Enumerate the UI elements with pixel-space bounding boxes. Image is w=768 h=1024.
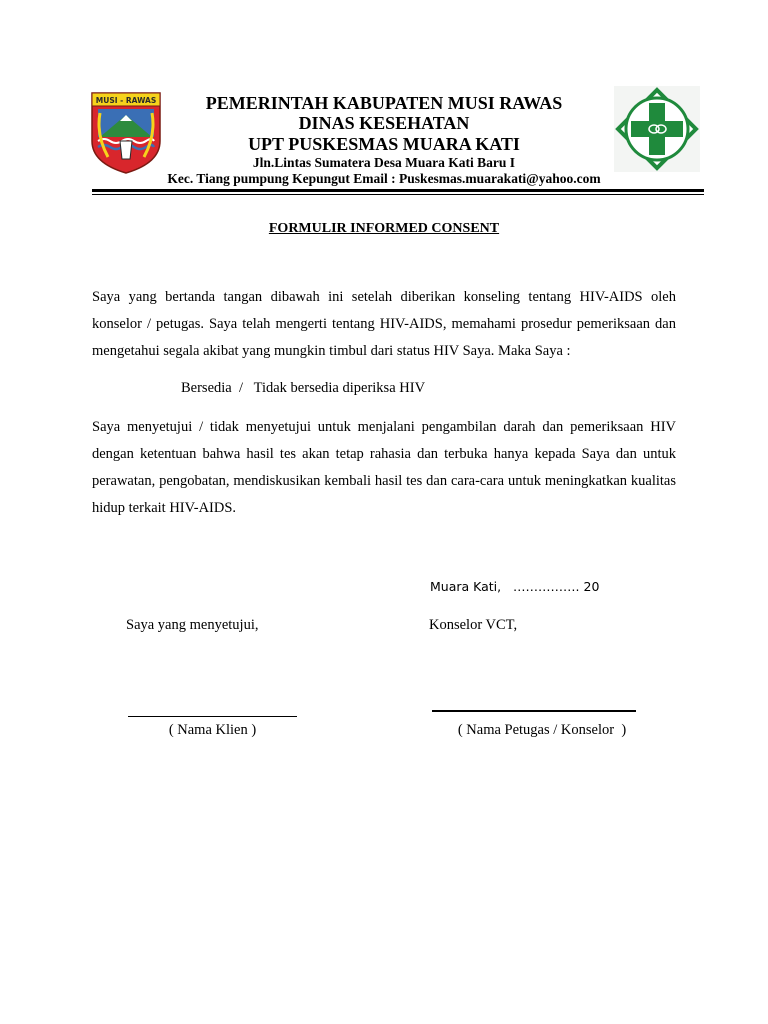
counselor-label: Konselor VCT, — [429, 617, 518, 633]
header-puskesmas-name: UPT PUSKESMAS MUARA KATI — [248, 134, 520, 154]
counselor-name-caption: ( Nama Petugas / Konselor ) — [457, 722, 627, 738]
client-name-caption: ( Nama Klien ) — [168, 722, 257, 738]
consenter-label: Saya yang menyetujui, — [126, 617, 259, 633]
consent-choice-line: Bersedia / Tidak bersedia diperiksa HIV — [181, 380, 426, 396]
emblem-banner-text: MUSI - RAWAS — [95, 96, 157, 105]
header-address: Jln.Lintas Sumatera Desa Muara Kati Baru I — [252, 155, 516, 170]
header-department-name: DINAS KESEHATAN — [298, 113, 470, 133]
document-title: FORMULIR INFORMED CONSENT — [268, 221, 500, 236]
header-contact: Kec. Tiang pumpung Kepungut Email : Puskesmas.muarakati@yahoo.com — [167, 171, 601, 186]
header-divider-thin — [92, 194, 704, 195]
counselor-signature-line — [432, 710, 636, 712]
header-government-name: PEMERINTAH KABUPATEN MUSI RAWAS — [205, 93, 563, 113]
puskesmas-logo-icon — [614, 86, 700, 172]
consent-paragraph-1: Saya yang bertanda tangan dibawah ini setelah diberikan konseling tentang HIV-AIDS oleh konselor / petugas. Saya telah mengerti tentang HIV-AIDS, memahami prosedur pemeriksaan dan mengetahui segala akibat yang mungkin timbul dari status HIV Saya. Maka Saya : — [92, 289, 676, 359]
header-divider-thick — [92, 189, 704, 192]
client-signature-line — [128, 716, 297, 717]
consent-paragraph-2: Saya menyetujui / tidak menyetujui untuk menjalani pengambilan darah dan pemeriksaan HIV dengan ketentuan bahwa hasil tes akan tetap rahasia dan terbuka hanya kepada Saya dan untuk perawatan, pengobatan, mendiskusikan kembali hasil tes dan cara-cara untuk meningkatkan kualitas hidup terkait HIV-AIDS. — [92, 419, 676, 516]
place-date-field: Muara Kati, ……………. 20 — [430, 579, 600, 594]
